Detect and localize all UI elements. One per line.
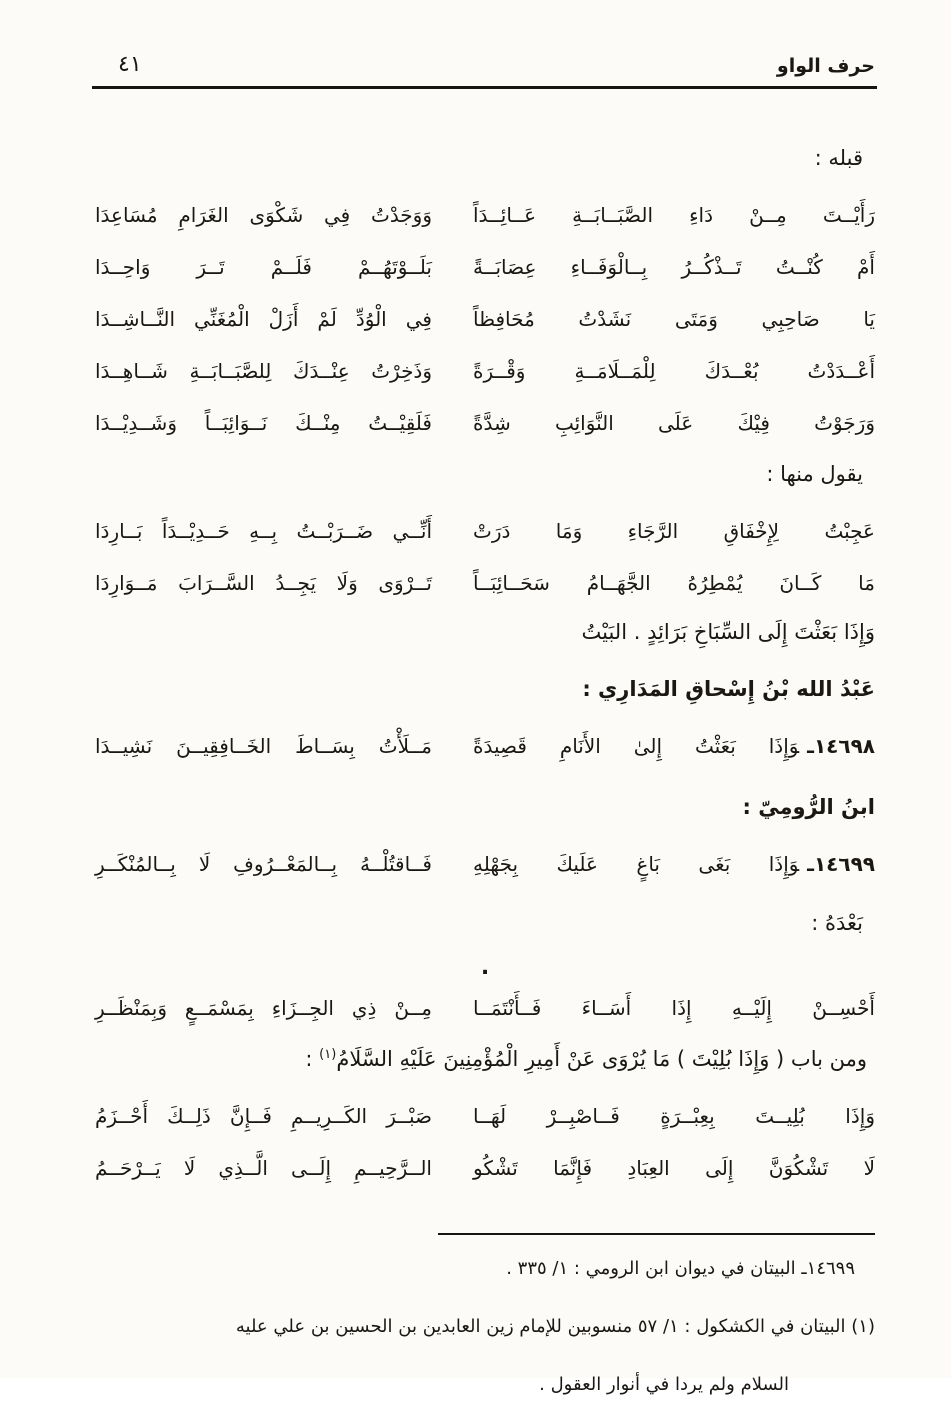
- verse-row: [95, 197, 875, 234]
- verse-row: [95, 513, 875, 550]
- hemistich-right: عَجِبْتُ لِإِخْفَاقِ الرَّجَاءِ وَمَا دَرَتْ: [473, 519, 875, 543]
- hemistich-left: مَــلَأْتُ بِسَــاطَ الخَــافِقِيــنَ نَشِيــدَا: [95, 734, 432, 758]
- prose-line-bab: [95, 1041, 875, 1077]
- hemistich-right: وَرَجَوْتُ فِيْكَ عَلَى النَّوَائِبِ شِدَّةً: [473, 411, 875, 435]
- hemistich-right: [473, 846, 875, 883]
- hemistich-left: وَذَخِرْتُ عِنْــدَكَ لِلصَّبَــابَــةِ شَــاهِــدَا: [95, 359, 432, 383]
- hemistich-right: مَا كَــانَ يُمْطِرُهُ الجَّهَــامُ سَحَــائِبَــاً: [473, 571, 875, 595]
- hemistich-left: بَلَــوْتَهُــمْ فَلَــمْ تَــرَ وَاحِــدَا: [95, 255, 432, 279]
- prose-line-bayt: وَإِذَا بَعَثْتَ إِلَى السِّبَاخِ بَرَائِدٍ . البَيْتُ: [581, 620, 875, 644]
- verse-row: [95, 1150, 875, 1187]
- poem-badahu: [95, 990, 875, 1027]
- poem-qablahu: [95, 197, 875, 442]
- hemistich-right: أَعْــدَدْتُ بُعْــدَكَ لِلْمَــلَامَــةِ وَقْــرَةً: [473, 359, 875, 383]
- hemistich-left: أَنِّــي ضَــرَبْــتُ بِــهِ حَــدِيْــدَاً بَــارِدَا: [95, 519, 432, 543]
- hemistich-left: فِي الْوُدِّ لَمْ أَزَلْ الْمُغَنِّي النَّــاشِــدَا: [95, 307, 432, 331]
- verse-row: [95, 565, 875, 602]
- entry-14698: [95, 728, 875, 765]
- chapter-title: حرف الواو: [776, 55, 875, 77]
- hemistich-right: لَا تَشْكُوَنَّ إِلَى العِبَادِ فَإِنَّمَا تَشْكُو: [473, 1156, 875, 1180]
- entry-number: ١٤٦٩٩ـ: [807, 852, 875, 876]
- hemistich-right: رَأَيْــتَ مِــنْ دَاءِ الصَّبَــابَــةِ عَــائِــدَاً: [473, 203, 875, 227]
- poem-yaqul: [95, 513, 875, 602]
- hemistich-right: أَحْسِــنْ إِلَيْــهِ إِذَا أَسَــاءَ فَــأَنْتَمَــا: [473, 996, 875, 1020]
- hemistich-left: الــرَّحِيــمِ إِلَــى الَّــذِي لَا يَــرْحَــمُ: [95, 1156, 432, 1180]
- footnote-line: ١٤٦٩٩ـ البيتان في ديوان ابن الرومي : ١/ ٣٣٥ .: [506, 1258, 855, 1279]
- hemistich-right-text: وَإِذَا بَعَثْتُ إِلىٰ الأَنَامِ قَصِيدَةً: [473, 734, 800, 758]
- page-header: [0, 0, 951, 77]
- entry-14699: [95, 846, 875, 883]
- hemistich-left: وَوَجَدْتُ فِي شَكْوَى الغَرَامِ مُسَاعِدَا: [95, 203, 432, 227]
- qablahu-label: قبله :: [814, 146, 863, 170]
- author-heading-madari: عَبْدُ الله بْنُ إِسْحاقِ المَدَارِي :: [582, 677, 875, 701]
- verse-row: [95, 990, 875, 1027]
- prose-bab-colon: :: [305, 1047, 320, 1071]
- verse-row: [95, 1098, 875, 1135]
- poem-bulita: [95, 1098, 875, 1187]
- page-body: [0, 89, 951, 1187]
- footnotes-area: [0, 1233, 951, 1405]
- entry-number: ١٤٦٩٨ـ: [807, 734, 875, 758]
- footnote-line: (١) البيتان في الكشكول : ١/ ٥٧ منسوبين للإمام زين العابدين بن الحسين بن علي عليه: [235, 1316, 875, 1337]
- hemistich-left: صَبْــرَ الكَــرِيــمِ فَــإِنَّ ذَلِــكَ أَحْــزَمُ: [95, 1104, 432, 1128]
- footnote-separator-rule: [438, 1233, 875, 1235]
- hemistich-right: يَا صَاحِبِي وَمَتَى نَشَدْتُ مُحَافِظاً: [473, 307, 875, 331]
- footnote-line-continuation: السلام ولم يردا في أنوار العقول .: [539, 1374, 789, 1395]
- hemistich-right: أَمْ كُنْــتُ تَــذْكُــرُ بِــالْوَفَــاءِ عِصَابَــةً: [473, 255, 875, 279]
- verse-row: [95, 249, 875, 286]
- hemistich-left: تَــرْوَى وَلَا يَجِــدُ السَّــرَابَ مَــوَارِدَا: [95, 571, 432, 595]
- yaqul-label: يقول منها :: [766, 462, 863, 486]
- prose-bab-text: ومن باب ( وَإِذَا بُلِيْتَ ) مَا يُرْوَى عَنْ أَمِيرِ الْمُؤْمِنِينَ عَلَيْهِ السَّلَامُ: [336, 1047, 867, 1071]
- hemistich-left: مِــنْ ذِي الجِــزَاءِ بِمَسْمَــعٍ وَبِمَنْظَــرِ: [95, 996, 432, 1020]
- hemistich-right: وَإِذَا بُلِيــتَ بِعِبْــرَةٍ فَــاصْبِــرْ لَهَــا: [473, 1104, 875, 1128]
- hemistich-left: فَلَقِيْــتُ مِنْــكَ نَــوَائِبَــاً وَشَــدِيْــدَا: [95, 411, 432, 435]
- page-number: ٤١: [118, 52, 142, 77]
- hemistich-left: فَــاقتُلْــهُ بِــالمَعْــرُوفِ لَا بِــالمُنْكَــرِ: [95, 852, 432, 876]
- stray-dot-mark: .: [480, 955, 490, 980]
- footnote-ref-1: (١): [319, 1047, 337, 1062]
- badahu-label: بَعْدَهُ :: [811, 911, 863, 935]
- verse-row: [95, 301, 875, 338]
- hemistich-right: [473, 728, 875, 765]
- verse-row: [95, 405, 875, 442]
- hemistich-right-text: وَإِذَا بَغَى بَاغٍ عَلَيكَ بِجَهْلِهِ: [473, 852, 800, 876]
- verse-row: [95, 353, 875, 390]
- author-heading-ibn-alrumi: ابنُ الرُّومِيّ :: [742, 795, 875, 819]
